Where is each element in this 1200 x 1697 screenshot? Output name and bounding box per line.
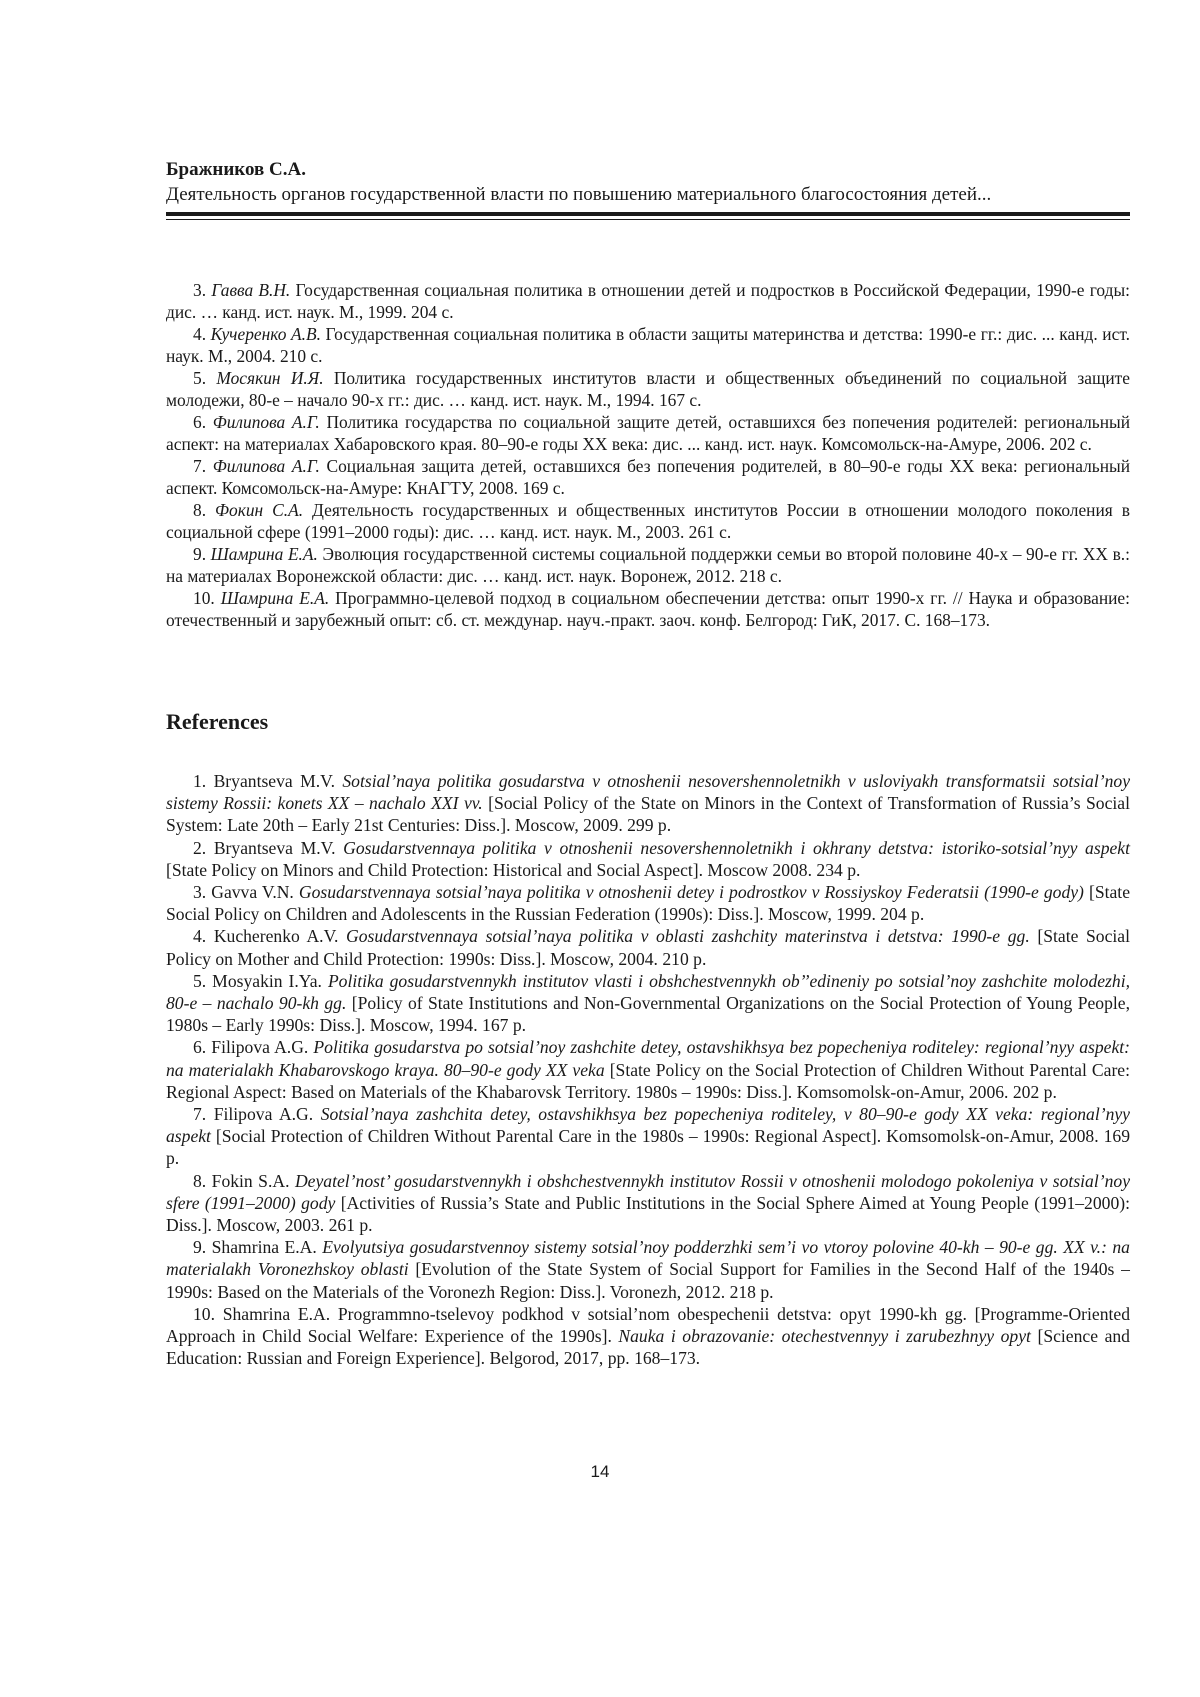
header-article-title: Деятельность органов государственной власти по повышению материального благосостояния детей... <box>166 184 992 205</box>
ru-ref-item: 10. Шамрина Е.А. Программно-целевой подход в социальном обеспечении детства: опыт 1990-х гг. // Наука и образование: отечественный и зарубежный опыт: сб. ст. междунар. науч.-практ. заоч. конф. Белгород: ГиК, 2017. С. 168–173. <box>166 588 1130 630</box>
en-ref-item: 9. Shamrina E.A. Evolyutsiya gosudarstvennoy sistemy sotsial’noy podderzhki sem’i vo vtoroy polovine 40-kh – 90-e gg. XX v.: na materialakh Voronezhskoy oblasti [Evolution of the State System of Social Support for Families in the Second Half of the 1940s – 1990s: Based on the Materials of the Voronezh Region: Diss.]. Voronezh, 2012. 218 p. <box>166 1237 1130 1302</box>
en-ref-item: 2. Bryantseva M.V. Gosudarstvennaya politika v otnoshenii nesovershennoletnikh i okhrany detstva: istoriko-sotsial’nyy aspekt [State Policy on Minors and Child Protection: Historical and Social Aspect]. Moscow 2008. 234 p. <box>166 837 1130 880</box>
header-author: Бражников С.А. <box>166 159 306 180</box>
ru-ref-item: 7. Филипова А.Г. Социальная защита детей, оставшихся без попечения родителей, в 80–90-е годы XX века: региональный аспект. Комсомольск-на-Амуре: КнАГТУ, 2008. 169 с. <box>166 456 1130 498</box>
en-ref-item: 7. Filipova A.G. Sotsial’naya zashchita detey, ostavshikhsya bez popecheniya roditeley, v 80–90-e gody XX veka: regional’nyy aspekt [Social Protection of Children Without Parental Care in the 1980s – 1990s: Regional Aspect]. Komsomolsk-on-Amur, 2008. 169 p. <box>166 1104 1130 1169</box>
en-ref-item: 8. Fokin S.A. Deyatel’nost’ gosudarstvennykh i obshchestvennykh institutov Rossii v otnoshenii molodogo pokoleniya v sotsial’noy sfere (1991–2000) gody [Activities of Russia’s State and Public Institutions in the Social Sphere Aimed at Young People (1991–2000): Diss.]. Moscow, 2003. 261 p. <box>166 1170 1131 1236</box>
english-reference-list <box>166 770 1130 1369</box>
running-header <box>166 158 1130 208</box>
en-ref-item: 3. Gavva V.N. Gosudarstvennaya sotsial’naya politika v otnoshenii detey i podrostkov v Rossiyskoy Federatsii (1990-e gody) [State Social Policy on Children and Adolescents in the Russian Federation (1990s): Diss.]. Moscow, 1999. 204 p. <box>166 882 1131 925</box>
references-heading: References <box>166 709 269 734</box>
en-ref-item: 10. Shamrina E.A. Programmno-tselevoy podkhod v sotsial’nom obespechenii detstva: opyt 1990-kh gg. [Programme-Oriented Approach in Child Social Welfare: Experience of the 1990s]. Nauka i obrazovanie: otechestvennyy i zarubezhnyy opyt [Science and Education: Russian and Foreign Experience]. Belgorod, 2017, pp. 168–173. <box>166 1303 1130 1369</box>
header-rule-thick <box>166 212 1130 216</box>
page-number: 14 <box>590 1462 610 1481</box>
en-ref-item: 5. Mosyakin I.Ya. Politika gosudarstvennykh institutov vlasti i obshchestvennykh ob’’edineniy po sotsial’noy zashchite molodezhi, 80-e – nachalo 90-kh gg. [Policy of State Institutions and Non-Governmental Organizations on the Social Protection of Young People, 1980s – Early 1990s: Diss.]. Moscow, 1994. 167 p. <box>166 970 1130 1036</box>
header-rule-thin <box>166 219 1130 220</box>
ru-ref-item: 9. Шамрина Е.А. Эволюция государственной системы социальной поддержки семьи во второй половине 40-х – 90-е гг. XX в.: на материалах Воронежской области: дис. … канд. ист. наук. Воронеж, 2012. 218 с. <box>166 544 1130 586</box>
en-ref-item: 6. Filipova A.G. Politika gosudarstva po sotsial’noy zashchite detey, ostavshikhsya bez popecheniya roditeley: regional’nyy aspekt: na materialakh Khabarovskogo kraya. 80–90-e gody XX veka [State Policy on the Social Protection of Children Without Parental Care: Regional Aspect: Based on Materials of the Khabarovsk Territory. 1980s – 1990s: Diss.]. Komsomolsk-on-Amur, 2006. 202 p. <box>166 1037 1131 1102</box>
ru-ref-item: 8. Фокин С.А. Деятельность государственных и общественных институтов России в отношении молодого поколения в социальной сфере (1991–2000 годы): дис. … канд. ист. наук. М., 2003. 261 с. <box>166 500 1130 542</box>
ru-ref-item: 6. Филипова А.Г. Политика государства по социальной защите детей, оставшихся без попечения родителей: региональный аспект: на материалах Хабаровского края. 80–90-е годы XX века: дис. ... канд. ист. наук. Комсомольск-на-Амуре, 2006. 202 с. <box>166 412 1130 454</box>
ru-ref-item: 5. Мосякин И.Я. Политика государственных институтов власти и общественных объединений по социальной защите молодежи, 80-е – начало 90-х гг.: дис. … канд. ист. наук. М., 1994. 167 с. <box>166 368 1130 410</box>
ru-ref-item: 4. Кучеренко А.В. Государственная социальная политика в области защиты материнства и детства: 1990-е гг.: дис. ... канд. ист. наук. М., 2004. 210 с. <box>166 324 1130 366</box>
russian-reference-list <box>166 279 1130 631</box>
en-ref-item: 4. Kucherenko A.V. Gosudarstvennaya sotsial’naya politika v oblasti zashchity materinstva i detstva: 1990-e gg. [State Social Policy on Mother and Child Protection: 1990s: Diss.]. Moscow, 2004. 210 p. <box>166 926 1130 969</box>
ru-ref-item: 3. Гавва В.Н. Государственная социальная политика в отношении детей и подростков в Российской Федерации, 1990-е годы: дис. … канд. ист. наук. М., 1999. 204 с. <box>166 280 1130 322</box>
en-ref-item: 1. Bryantseva M.V. Sotsial’naya politika gosudarstva v otnoshenii nesovershennoletnikh v usloviyakh transformatsii sotsial’noy sistemy Rossii: konets XX – nachalo XXI vv. [Social Policy of the State on Minors in the Context of Transformation of Russia’s Social System: Late 20th – Early 21st Centuries: Diss.]. Moscow, 2009. 299 p. <box>166 771 1131 836</box>
